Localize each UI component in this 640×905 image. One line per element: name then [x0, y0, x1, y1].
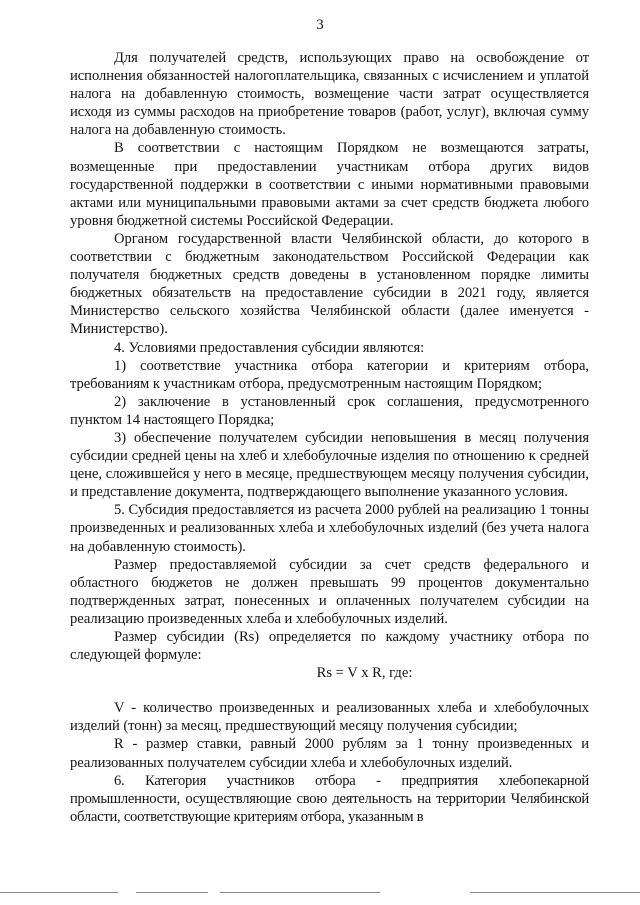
- paragraph-no-double-compensation: В соответствии с настоящим Порядком не возмещаются затраты, возмещенные при предоставлении участникам отбора других видов государственной поддержки в соответствии с иными нормативными правовыми актами или муниципальными правовыми актами за счет средств бюджета любого уровня бюджетной системы Российской Федерации.: [70, 140, 589, 229]
- paragraph-vat-exemption: Для получателей средств, использующих право на освобождение от исполнения обязанностей налогоплательщика, связанных с исчислением и уплатой налога на добавленную стоимость, возмещение части затрат осуществляется исходя из суммы расходов на приобретение товаров (работ, услуг), включая сумму налога на добавленную стоимость.: [70, 50, 589, 139]
- footer-line-segment: [470, 892, 640, 893]
- footer-line-segment: [220, 892, 380, 893]
- definition-v: V - количество произведенных и реализованных хлеба и хлебобулочных изделий (тонн) за месяц, предшествующий месяцу получения субсидии;: [70, 700, 589, 735]
- paragraph-conditions-heading: 4. Условиями предоставления субсидии являются:: [114, 339, 425, 356]
- footer-line-segment: [136, 892, 208, 893]
- paragraph-subsidy-rate: 5. Субсидия предоставляется из расчета 2000 рублей на реализацию 1 тонны произведенных и реализованных хлеба и хлебобулочных изделий (без учета налога на добавленную стоимость).: [70, 502, 589, 555]
- page-number: 3: [316, 17, 324, 33]
- paragraph-condition-2: 2) заключение в установленный срок соглашения, предусмотренного пунктом 14 настоящего Порядка;: [70, 393, 589, 428]
- formula-spacer: [70, 682, 589, 699]
- paragraph-participant-category: 6. Категория участников отбора - предприятия хлебопекарной промышленности, осуществляющие свою деятельность на территории Челябинской области, соответствующие критериям отбора, указанным в: [70, 772, 589, 825]
- document-body: [70, 49, 589, 826]
- footer-line-segment: [0, 892, 118, 893]
- formula: Rs = V x R, где:: [316, 665, 413, 682]
- definition-r: R - размер ставки, равный 2000 рублям за 1 тонну произведенных и реализованных получателем субсидии хлеба и хлебобулочных изделий.: [70, 736, 589, 771]
- paragraph-authority: Органом государственной власти Челябинской области, до которого в соответствии с бюджетным законодательством Российской Федерации как получателя бюджетных средств доведены в установленном порядке лимиты бюджетных обязательств на предоставление субсидии в 2021 году, является Министерство сельского хозяйства Челябинской области (далее именуется - Министерство).: [70, 230, 589, 338]
- paragraph-condition-1: 1) соответствие участника отбора категории и критериям отбора, требованиям к участникам отбора, предусмотренным настоящим Порядком;: [70, 357, 589, 392]
- footer-scan-line: [0, 888, 640, 898]
- paragraph-subsidy-limit: Размер предоставляемой субсидии за счет средств федерального и областного бюджетов не должен превышать 99 процентов документально подтвержденных затрат, понесенных и оплаченных получателем субсидии на реализацию произведенных хлеба и хлебобулочных изделий.: [70, 556, 589, 627]
- paragraph-condition-3: 3) обеспечение получателем субсидии неповышения в месяц получения субсидии средней цены на хлеб и хлебобулочные изделия по отношению к средней цене, сложившейся у него в месяце, предшествующем месяцу получения субсидии, и представление документа, подтверждающего выполнение указанного условия.: [70, 429, 589, 501]
- paragraph-formula-intro: Размер субсидии (Rs) определяется по каждому участнику отбора по следующей формуле:: [70, 629, 589, 664]
